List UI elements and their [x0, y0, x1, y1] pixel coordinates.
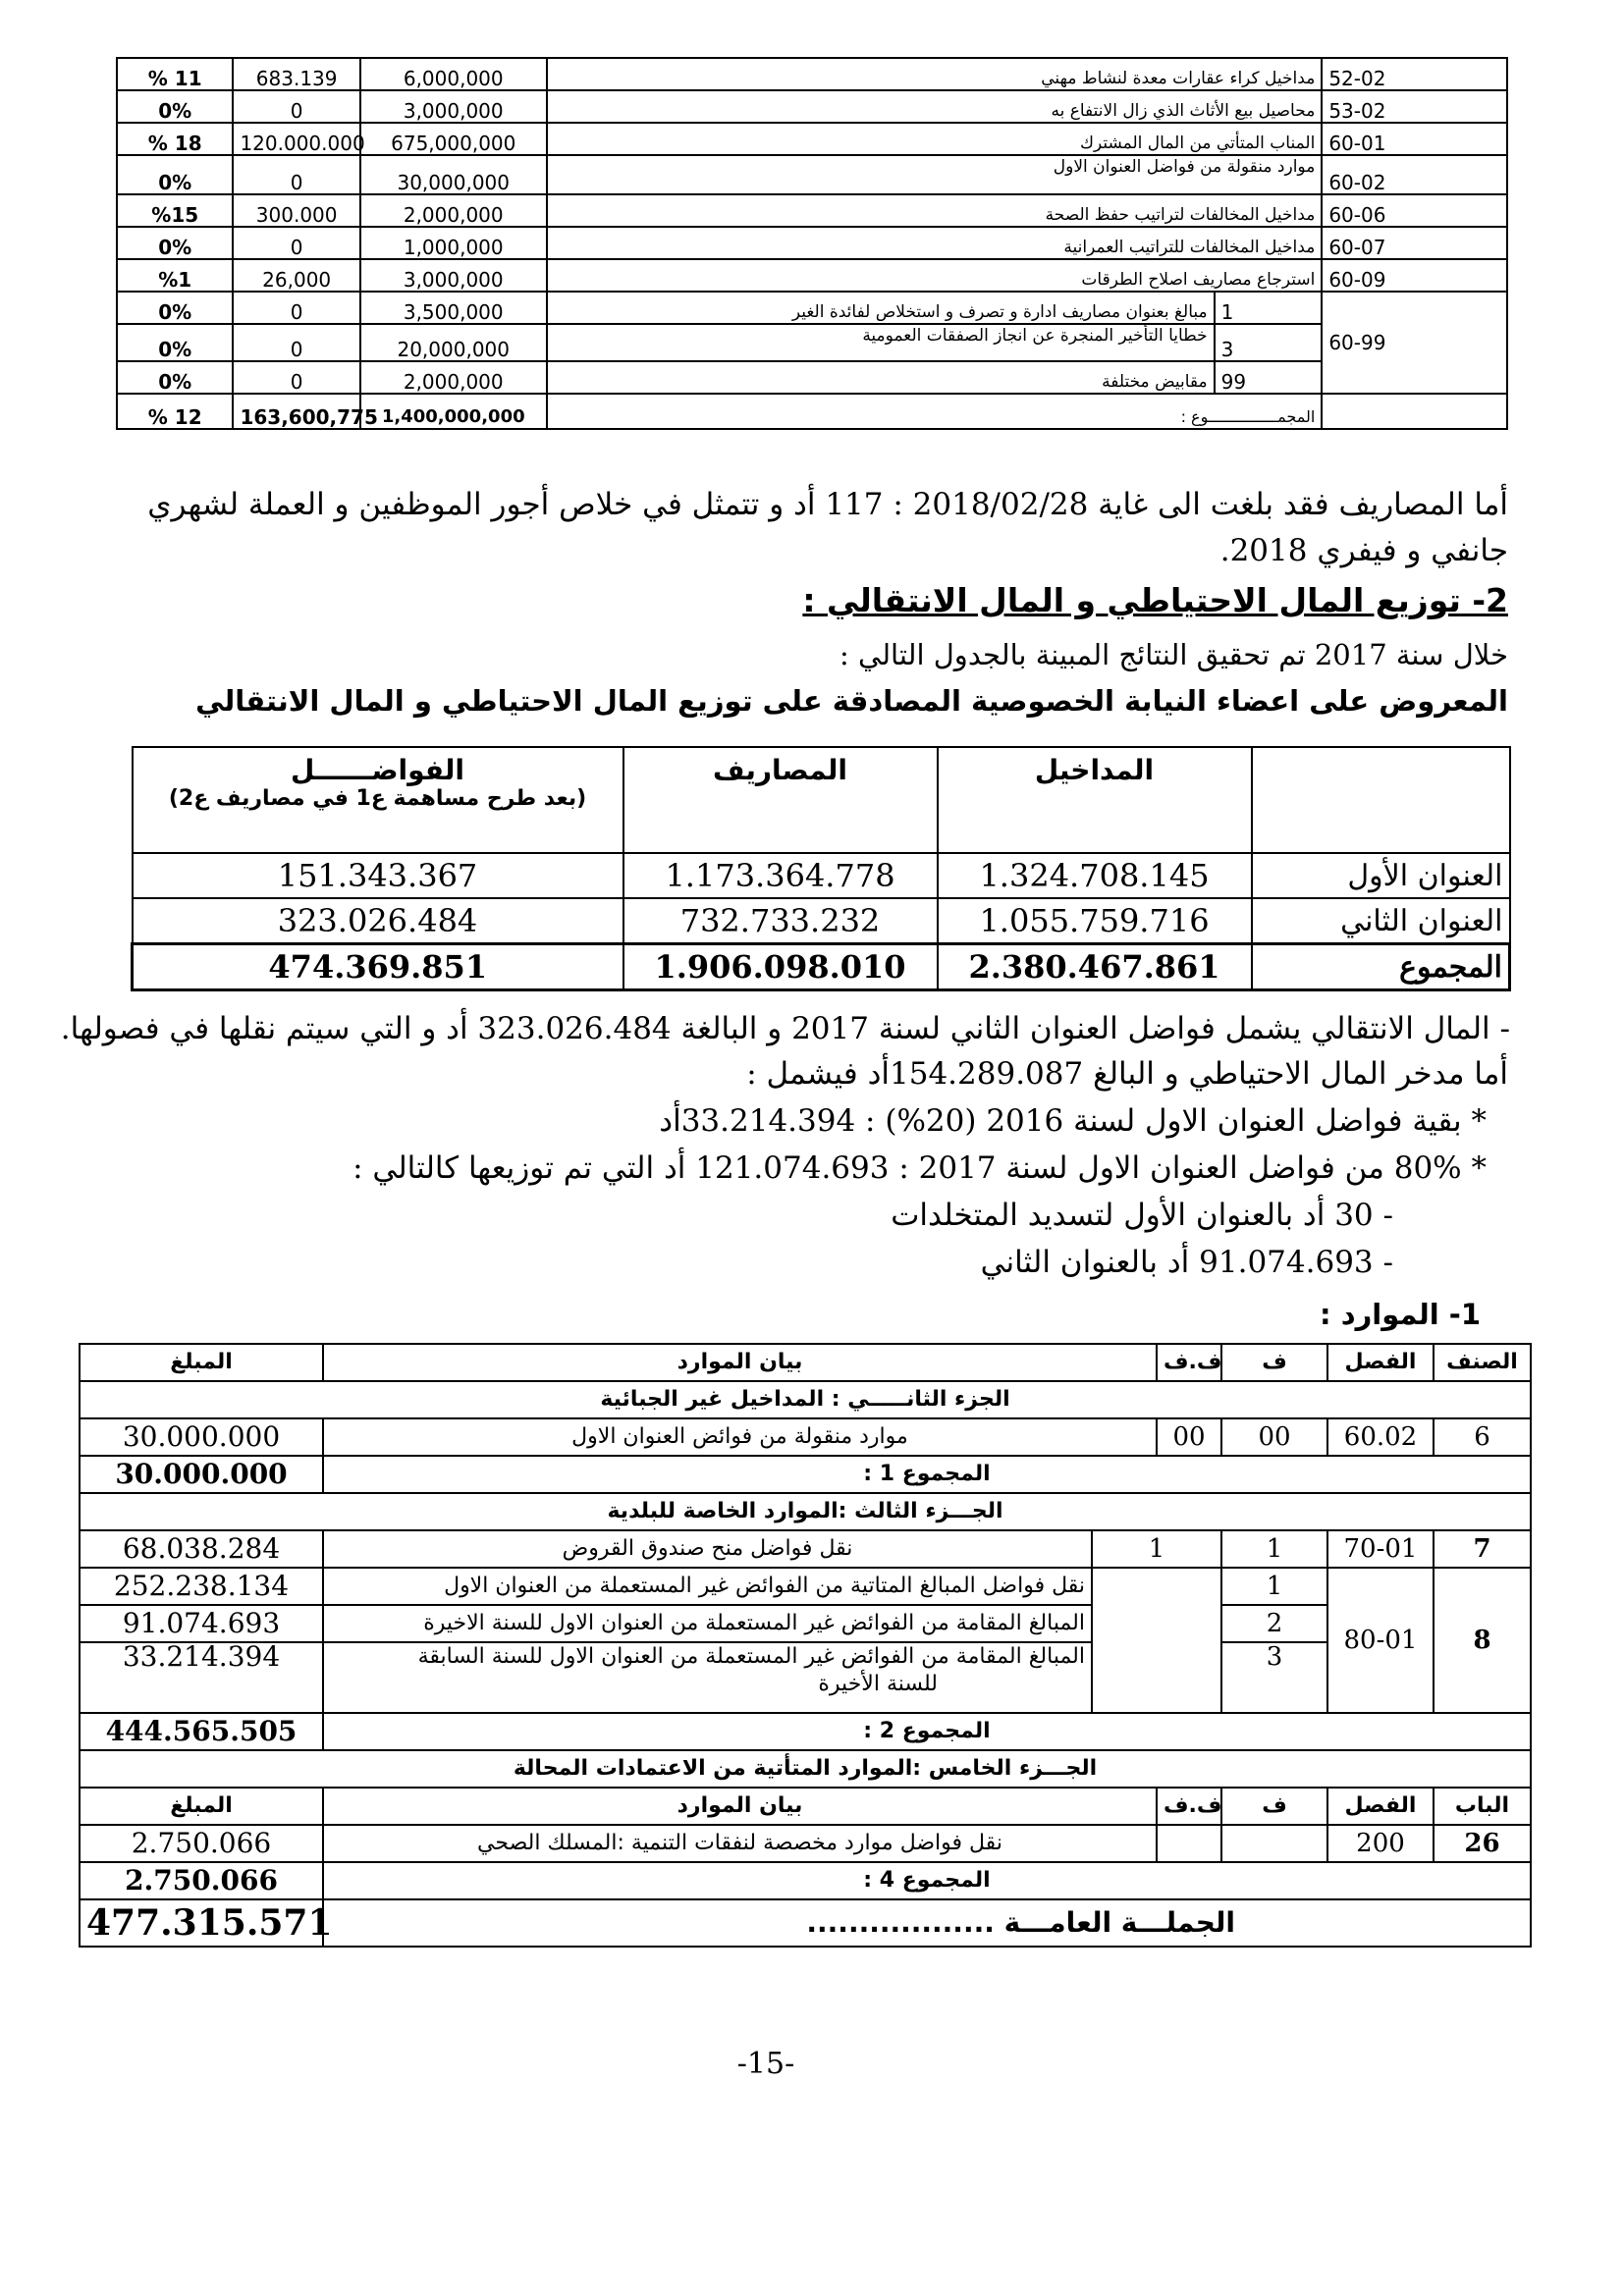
- reserve-paragraph: أما مدخر المال الاحتياطي و البالغ 154.289.087أد فيشمل :: [746, 1056, 1508, 1092]
- table-row: 30.000.000 موارد منقولة من فوائض العنوان الاول 00 00 60.02 6: [80, 1418, 1531, 1456]
- revenue-items-table: [116, 57, 1508, 430]
- resources-section-title: 1- الموارد :: [1320, 1298, 1481, 1331]
- surplus-note: (بعد طرح مساهمة ع1 في مصاريف ع2): [168, 786, 587, 811]
- expenses-header: المصاريف: [623, 747, 938, 853]
- table-row: 33.214.394 المبالغ المقامة من الفوائض غير المستعملة من العنوان الاول للسنة السابقة للسنة الأخيرة 3: [80, 1642, 1531, 1713]
- table-row: 0% 0 20,000,000 خطايا التأخير المنجرة عن انجاز الصفقات العمومية 3: [117, 324, 1507, 361]
- table-row: %15 300.000 2,000,000 مداخيل المخالفات لتراتيب حفظ الصحة 60-06: [117, 194, 1507, 227]
- resources-table: [79, 1343, 1532, 1948]
- subtotal-row: 30.000.000 المجموع 1 :: [80, 1456, 1531, 1493]
- table-row: % 11 683.139 6,000,000 مداخيل كراء عقارات معدة لنشاط مهني 52-02: [117, 58, 1507, 90]
- section-2-title: 2- توزيع المال الاحتياطي و المال الانتقالي :: [802, 581, 1508, 619]
- surplus-header: الفواضــــــل: [291, 754, 464, 786]
- table-total-row: % 12 163,600,775 1,400,000,000 المجمـــــــــــــــوع :: [117, 394, 1507, 429]
- approval-statement-line: المعروض على اعضاء النيابة الخصوصية المصادقة على توزيع المال الاحتياطي و المال الانتقالي: [195, 684, 1508, 718]
- distribution-item-1: - 30 أد بالعنوان الأول لتسديد المتخلدات: [891, 1198, 1393, 1233]
- table-row: 252.238.134 نقل فواضل المبالغ المتاتية من الفوائض غير المستعملة من العنوان الاول 1 80-01 8: [80, 1568, 1531, 1605]
- table-header-row: المبلغ بيان الموارد ف.ف ف الفصل الباب: [80, 1788, 1531, 1825]
- table-header-row: المبلغ بيان الموارد ف.ف ف الفصل الصنف: [80, 1344, 1531, 1381]
- section-title-row: الجزء الثانـــــي : المداخيل غير الجبائية: [80, 1381, 1531, 1418]
- distribution-item-2: - 91.074.693 أد بالعنوان الثاني: [980, 1245, 1393, 1280]
- expenses-paragraph-line1: أما المصاريف فقد بلغت الى غاية 2018/02/28 : 117 أد و تتمثل في خلاص أجور الموظفين و العملة لشهري: [147, 487, 1508, 522]
- table-header-row: [133, 747, 1510, 853]
- table-row: 0% 0 1,000,000 مداخيل المخالفات للتراتيب العمرانية 60-07: [117, 227, 1507, 259]
- subtotal-row: 2.750.066 المجموع 4 :: [80, 1862, 1531, 1899]
- table-row: 0% 0 30,000,000 موارد منقولة من فواضل العنوان الاول 60-02: [117, 155, 1507, 194]
- table-row: %1 26,000 3,000,000 استرجاع مصاريف اصلاح الطرقات 60-09: [117, 259, 1507, 292]
- revenues-header: المداخيل: [938, 747, 1252, 853]
- table-row: % 18 120.000.000 675,000,000 المناب المتأتي من المال المشترك 60-01: [117, 123, 1507, 155]
- table-row: 68.038.284 نقل فواضل منح صندوق القروض 1 1 70-01 7: [80, 1530, 1531, 1568]
- section-title-row: الجـــزء الخامس :الموارد المتأتية من الاعتمادات المحالة: [80, 1750, 1531, 1788]
- reserve-item-2: * 80% من فواضل العنوان الاول لسنة 2017 : 121.074.693 أد التي تم توزيعها كالتالي :: [352, 1150, 1487, 1186]
- table-row: 91.074.693 المبالغ المقامة من الفوائض غير المستعملة من العنوان الاول للسنة الاخيرة 2: [80, 1605, 1531, 1642]
- expenses-paragraph-line2: جانفي و فيفري 2018.: [1219, 533, 1508, 568]
- reserve-item-1: * بقية فواضل العنوان الاول لسنة 2016 (20%) : 33.214.394أد: [659, 1103, 1487, 1139]
- table-row: 0% 0 3,500,000 مبالغ بعنوان مصاريف ادارة و تصرف و استخلاص لفائدة الغير 1 60-99: [117, 292, 1507, 324]
- table-row: 323.026.484 732.733.232 1.055.759.716 العنوان الثاني: [133, 898, 1510, 944]
- table-row: 151.343.367 1.173.364.778 1.324.708.145 العنوان الأول: [133, 853, 1510, 898]
- table-total-row: 474.369.851 1.906.098.010 2.380.467.861 المجموع: [133, 944, 1510, 990]
- table-row: 0% 0 3,000,000 محاصيل بيع الأثاث الذي زال الانتفاع به 53-02: [117, 90, 1507, 123]
- table-row: 2.750.066 نقل فواضل موارد مخصصة لنفقات التنمية :المسلك الصحي 200 26: [80, 1825, 1531, 1862]
- table-row: 0% 0 2,000,000 مقابيض مختلفة 99: [117, 361, 1507, 394]
- page-number: -15-: [736, 2047, 795, 2081]
- results-intro-line: خلال سنة 2017 تم تحقيق النتائج المبينة بالجدول التالي :: [839, 638, 1508, 671]
- grand-total-row: 477.315.571 الجملـــة العامـــة ..................: [80, 1899, 1531, 1947]
- transitional-funds-paragraph: - المال الانتقالي يشمل فواضل العنوان الثاني لسنة 2017 و البالغة 323.026.484 أد و التي سيتم نقلها في فصولها.: [60, 1011, 1510, 1046]
- reserve-distribution-table: [131, 746, 1511, 991]
- subtotal-row: 444.565.505 المجموع 2 :: [80, 1713, 1531, 1750]
- section-title-row: الجـــزء الثالث :الموارد الخاصة للبلدية: [80, 1493, 1531, 1530]
